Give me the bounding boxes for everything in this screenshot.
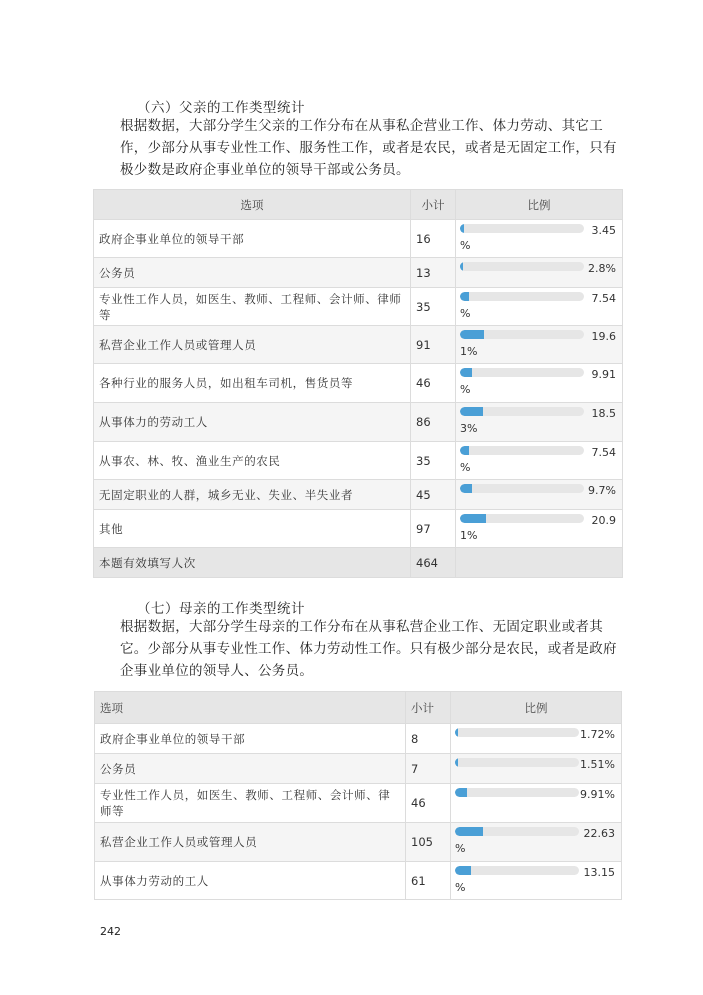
option-count: 61 <box>406 862 451 900</box>
option-ratio <box>451 754 622 784</box>
total-ratio-empty <box>456 548 623 578</box>
option-ratio <box>456 480 623 510</box>
progress-bar-track <box>460 514 584 523</box>
progress-bar-fill <box>460 292 469 301</box>
ratio-percent-wrap: % <box>460 461 471 474</box>
ratio-percent-wrap: 1% <box>460 345 478 358</box>
progress-bar-track <box>455 758 579 767</box>
option-count: 105 <box>406 823 451 862</box>
header-option: 选项 <box>95 692 406 724</box>
table-row <box>95 862 622 900</box>
header-count: 小计 <box>411 190 456 220</box>
option-count: 16 <box>411 220 456 258</box>
option-count: 7 <box>406 754 451 784</box>
option-ratio <box>456 326 623 364</box>
progress-bar-fill <box>455 827 483 836</box>
progress-bar-track <box>460 407 584 416</box>
table-row <box>94 480 623 510</box>
ratio-percent: 1.72% <box>580 728 615 741</box>
progress-bar-track <box>460 330 584 339</box>
option-count: 45 <box>411 480 456 510</box>
table-row <box>94 403 623 442</box>
option-label: 各种行业的服务人员，如出租车司机，售货员等 <box>94 364 411 403</box>
option-count: 86 <box>411 403 456 442</box>
table-row <box>94 510 623 548</box>
ratio-percent-wrap: 1% <box>460 529 478 542</box>
option-label: 专业性工作人员，如医生、教师、工程师、会计师、律师等 <box>94 288 411 326</box>
option-ratio <box>456 258 623 288</box>
ratio-percent: 18.5 <box>591 407 616 420</box>
progress-bar-fill <box>455 866 471 875</box>
progress-bar-track <box>455 788 579 797</box>
header-ratio: 比例 <box>456 190 623 220</box>
progress-bar-track <box>455 728 579 737</box>
option-ratio <box>456 288 623 326</box>
table-row <box>94 288 623 326</box>
ratio-percent-wrap: % <box>460 383 471 396</box>
ratio-percent-wrap: % <box>460 307 471 320</box>
progress-bar-fill <box>455 728 458 737</box>
ratio-percent: 9.91 <box>591 368 616 381</box>
progress-bar-track <box>460 368 584 377</box>
ratio-percent-wrap: % <box>460 239 471 252</box>
option-label: 私营企业工作人员或管理人员 <box>94 326 411 364</box>
option-count: 46 <box>406 784 451 823</box>
progress-bar-track <box>460 224 584 233</box>
ratio-percent-wrap: % <box>455 842 466 855</box>
mother-section-title: （七）母亲的工作类型统计 <box>137 601 305 617</box>
progress-bar-track <box>455 827 579 836</box>
table-row <box>94 442 623 480</box>
table-row <box>95 724 622 754</box>
table-row <box>94 364 623 403</box>
ratio-percent: 3.45 <box>591 224 616 237</box>
table-row <box>94 220 623 258</box>
option-label: 政府企事业单位的领导干部 <box>94 220 411 258</box>
total-label: 本题有效填写人次 <box>94 548 411 578</box>
ratio-percent-wrap: 3% <box>460 422 478 435</box>
ratio-percent: 7.54 <box>591 292 616 305</box>
option-count: 8 <box>406 724 451 754</box>
option-label: 从事体力劳动的工人 <box>95 862 406 900</box>
header-option: 选项 <box>94 190 411 220</box>
option-count: 46 <box>411 364 456 403</box>
option-label: 政府企事业单位的领导干部 <box>95 724 406 754</box>
ratio-percent: 22.63 <box>583 827 615 840</box>
table-row <box>95 754 622 784</box>
header-ratio: 比例 <box>451 692 622 724</box>
option-ratio <box>451 862 622 900</box>
father-job-table <box>93 189 623 578</box>
option-ratio <box>456 220 623 258</box>
ratio-percent: 13.15 <box>583 866 615 879</box>
father-section-paragraph: 根据数据，大部分学生父亲的工作分布在从事私企营业工作、体力劳动、其它工作，少部分从事专业性工作、服务性工作，或者是农民，或者是无固定工作，只有极少数是政府企事业单位的领导干部或公务员。 <box>120 118 617 178</box>
option-count: 35 <box>411 442 456 480</box>
progress-bar-track <box>460 446 584 455</box>
option-label: 专业性工作人员，如医生、教师、工程师、会计师、律师等 <box>95 784 406 823</box>
progress-bar-track <box>455 866 579 875</box>
option-ratio <box>456 442 623 480</box>
ratio-percent: 20.9 <box>591 514 616 527</box>
progress-bar-fill <box>460 446 469 455</box>
progress-bar-fill <box>460 224 464 233</box>
option-count: 91 <box>411 326 456 364</box>
option-count: 97 <box>411 510 456 548</box>
option-ratio <box>456 364 623 403</box>
option-label: 公务员 <box>94 258 411 288</box>
option-ratio <box>456 403 623 442</box>
progress-bar-fill <box>455 758 458 767</box>
mother-section-paragraph: 根据数据，大部分学生母亲的工作分布在从事私营企业工作、无固定职业或者其它。少部分从事专业性工作、体力劳动性工作。只有极少部分是农民，或者是政府企事业单位的领导人、公务员。 <box>120 619 617 679</box>
option-count: 13 <box>411 258 456 288</box>
option-label: 其他 <box>94 510 411 548</box>
option-ratio <box>451 823 622 862</box>
header-count: 小计 <box>406 692 451 724</box>
ratio-percent: 9.7% <box>588 484 616 497</box>
progress-bar-track <box>460 484 584 493</box>
ratio-percent: 1.51% <box>580 758 615 771</box>
ratio-percent-wrap: % <box>455 881 466 894</box>
ratio-percent: 7.54 <box>591 446 616 459</box>
progress-bar-fill <box>455 788 467 797</box>
option-label: 无固定职业的人群，城乡无业、失业、半失业者 <box>94 480 411 510</box>
option-label: 公务员 <box>95 754 406 784</box>
table-row <box>95 784 622 823</box>
table-row <box>94 258 623 288</box>
option-label: 从事农、林、牧、渔业生产的农民 <box>94 442 411 480</box>
table-row <box>95 823 622 862</box>
progress-bar-track <box>460 292 584 301</box>
option-ratio <box>451 724 622 754</box>
progress-bar-fill <box>460 330 484 339</box>
ratio-percent: 19.6 <box>591 330 616 343</box>
option-label: 从事体力的劳动工人 <box>94 403 411 442</box>
page-number: 242 <box>100 925 121 938</box>
progress-bar-fill <box>460 368 472 377</box>
option-count: 35 <box>411 288 456 326</box>
progress-bar-fill <box>460 484 472 493</box>
progress-bar-fill <box>460 262 463 271</box>
ratio-percent: 9.91% <box>580 788 615 801</box>
option-ratio <box>451 784 622 823</box>
option-label: 私营企业工作人员或管理人员 <box>95 823 406 862</box>
table-row <box>94 326 623 364</box>
father-section-title: （六）父亲的工作类型统计 <box>137 100 305 116</box>
progress-bar-fill <box>460 514 486 523</box>
option-ratio <box>456 510 623 548</box>
progress-bar-track <box>460 262 584 271</box>
total-count: 464 <box>411 548 456 578</box>
total-row <box>94 548 623 578</box>
mother-job-table <box>94 691 622 900</box>
progress-bar-fill <box>460 407 483 416</box>
ratio-percent: 2.8% <box>588 262 616 275</box>
